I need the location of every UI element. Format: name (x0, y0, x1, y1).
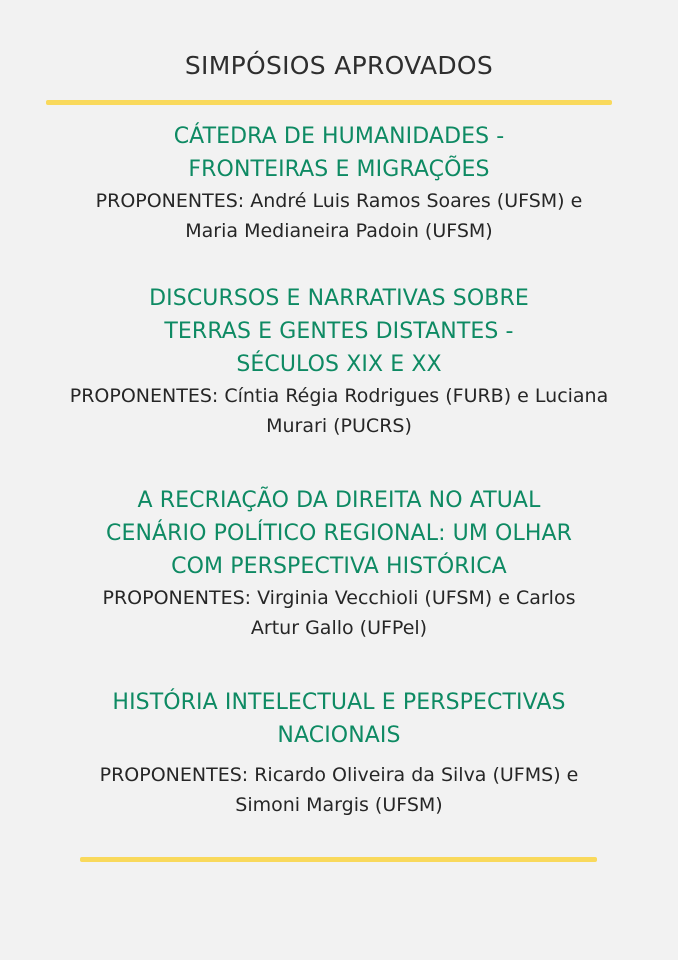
symposium-title (30, 120, 648, 186)
symposium-title-line: NACIONAIS (277, 723, 401, 748)
bottom-divider (80, 857, 597, 862)
symposium-title-line: A RECRIAÇÃO DA DIREITA NO ATUAL (137, 488, 541, 513)
symposium-title (30, 484, 648, 583)
proponents-line: Artur Gallo (UFPel) (250, 617, 428, 639)
symposium-title-line: SÉCULOS XIX E XX (236, 352, 442, 377)
symposium-3 (30, 484, 648, 643)
symposium-2 (30, 282, 648, 441)
symposium-title-line: HISTÓRIA INTELECTUAL E PERSPECTIVAS (112, 690, 566, 715)
symposium-title (30, 282, 648, 381)
symposium-title-line: CÁTEDRA DE HUMANIDADES - (173, 124, 505, 149)
symposium-title-line: DISCURSOS E NARRATIVAS SOBRE (149, 286, 529, 311)
symposium-title-line: CENÁRIO POLÍTICO REGIONAL: UM OLHAR (105, 521, 572, 546)
proponents-line: Murari (PUCRS) (266, 415, 412, 437)
proponents-line: PROPONENTES: Virginia Vecchioli (UFSM) e Carlos (102, 587, 576, 609)
symposium-proponents (30, 381, 648, 441)
proponents-line: Simoni Margis (UFSM) (235, 794, 443, 816)
top-divider (46, 100, 612, 105)
symposium-title-line: COM PERSPECTIVA HISTÓRICA (171, 554, 507, 579)
symposium-proponents (30, 186, 648, 246)
proponents-line: PROPONENTES: Cíntia Régia Rodrigues (FURB) e Luciana (69, 385, 609, 407)
symposium-title-line: TERRAS E GENTES DISTANTES - (164, 319, 514, 344)
symposium-proponents (30, 760, 648, 820)
symposium-4 (30, 686, 648, 820)
proponents-line: PROPONENTES: Ricardo Oliveira da Silva (UFMS) e (99, 764, 579, 786)
symposium-1 (30, 120, 648, 246)
symposium-title-line: FRONTEIRAS E MIGRAÇÕES (188, 157, 490, 182)
proponents-line: PROPONENTES: André Luis Ramos Soares (UFSM) e (95, 190, 583, 212)
proponents-line: Maria Medianeira Padoin (UFSM) (185, 220, 493, 242)
page-title: SIMPÓSIOS APROVADOS (184, 51, 494, 80)
symposium-title (30, 686, 648, 752)
symposium-proponents (30, 583, 648, 643)
